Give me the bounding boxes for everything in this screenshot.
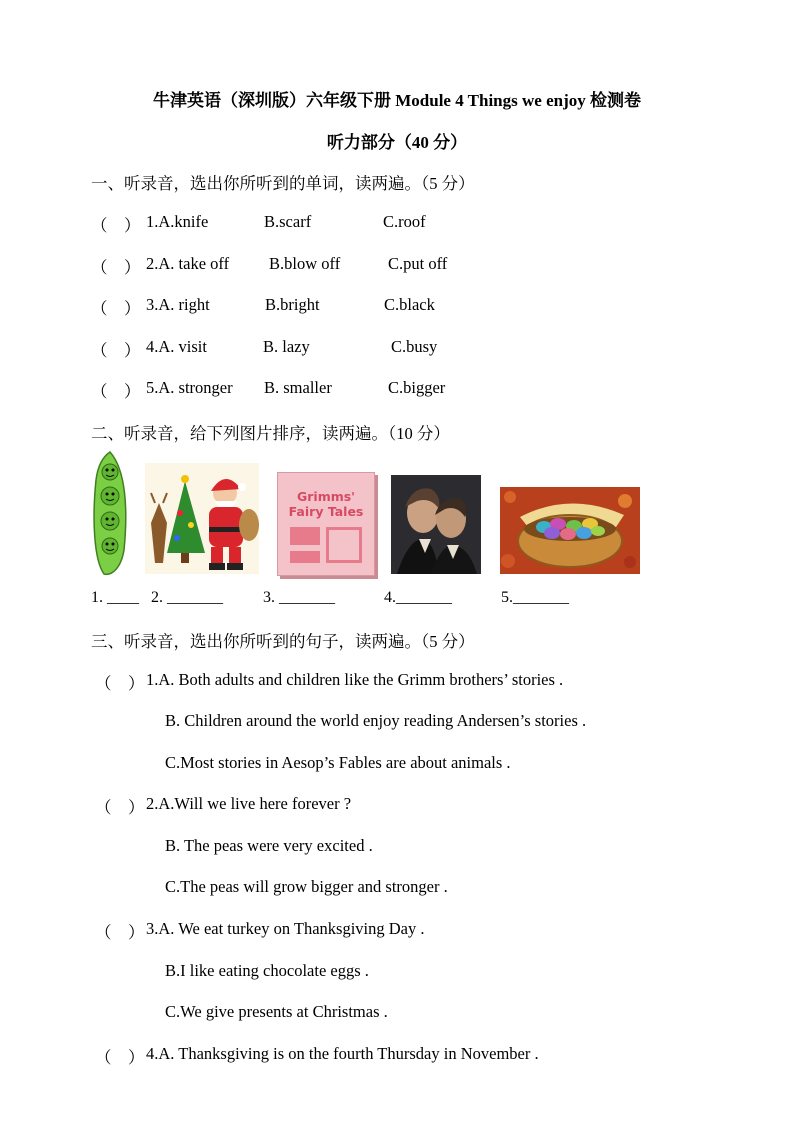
answer-paren[interactable]: （ ） — [95, 923, 145, 942]
option-a: 5.A. stronger — [146, 378, 233, 397]
easter-eggs-basket-image — [500, 487, 640, 574]
answer-paren[interactable]: （ ） — [91, 258, 141, 277]
section1-heading: 一、听录音，选出你所听到的单词，读两遍。（5 分） — [91, 174, 475, 193]
answer-paren[interactable]: （ ） — [91, 299, 141, 318]
option-c: C.Most stories in Aesop’s Fables are about animals . — [165, 753, 511, 772]
option-c: C.black — [384, 295, 435, 314]
order-blank-4[interactable]: 4._______ — [384, 589, 452, 606]
option-b: B. smaller — [264, 378, 332, 397]
option-b: B.bright — [265, 295, 320, 314]
order-blank-2[interactable]: 2. _______ — [151, 589, 223, 606]
option-a: 1.A. Both adults and children like the Grimm brothers’ stories . — [146, 670, 564, 689]
option-c: C.bigger — [388, 378, 446, 397]
option-b: B.I like eating chocolate eggs . — [165, 961, 369, 980]
option-a: 1.A.knife — [146, 212, 209, 231]
option-c: C.roof — [383, 212, 426, 231]
book-decoration — [290, 527, 320, 545]
page-subtitle: 听力部分（40 分） — [326, 133, 468, 152]
option-a: 4.A. Thanksgiving is on the fourth Thursday in November . — [146, 1044, 539, 1063]
grimm-brothers-portrait-image — [391, 475, 481, 574]
option-c: C.The peas will grow bigger and stronger . — [165, 877, 448, 896]
option-b: B. Children around the world enjoy reading Andersen’s stories . — [165, 711, 587, 730]
option-b: B. lazy — [263, 337, 310, 356]
option-a: 2.A. take off — [146, 254, 230, 273]
answer-paren[interactable]: （ ） — [95, 1048, 145, 1067]
book-decoration — [290, 551, 320, 563]
book-decoration — [326, 527, 362, 563]
option-c: C.busy — [391, 337, 438, 356]
answer-paren[interactable]: （ ） — [91, 341, 141, 360]
book-title-line1: Grimms' — [296, 489, 356, 504]
answer-paren[interactable]: （ ） — [91, 382, 141, 401]
section2-heading: 二、听录音，给下列图片排序，读两遍。（10 分） — [91, 424, 450, 443]
page-title: 牛津英语（深圳版）六年级下册 Module 4 Things we enjoy 检测卷 — [153, 91, 641, 110]
christmas-santa-image — [145, 463, 259, 574]
option-c: C.put off — [388, 254, 448, 273]
option-a: 2.A.Will we live here forever ? — [146, 794, 352, 813]
option-b: B. The peas were very excited . — [165, 836, 373, 855]
option-a: 4.A. visit — [146, 337, 207, 356]
option-b: B.scarf — [264, 212, 312, 231]
order-blank-1[interactable]: 1. ____ — [91, 589, 139, 606]
book-title-line2: Fairy Tales — [288, 504, 364, 519]
option-a: 3.A. We eat turkey on Thanksgiving Day . — [146, 919, 425, 938]
section3-heading: 三、听录音，选出你所听到的句子，读两遍。（5 分） — [91, 632, 475, 651]
answer-paren[interactable]: （ ） — [95, 798, 145, 817]
fairy-tales-book-image — [277, 472, 375, 576]
order-blank-5[interactable]: 5._______ — [501, 589, 569, 606]
answer-paren[interactable]: （ ） — [95, 674, 145, 693]
option-a: 3.A. right — [146, 295, 210, 314]
pea-pod-image — [90, 450, 130, 577]
answer-paren[interactable]: （ ） — [91, 216, 141, 235]
option-b: B.blow off — [269, 254, 341, 273]
order-blank-3[interactable]: 3. _______ — [263, 589, 335, 606]
option-c: C.We give presents at Christmas . — [165, 1002, 388, 1021]
